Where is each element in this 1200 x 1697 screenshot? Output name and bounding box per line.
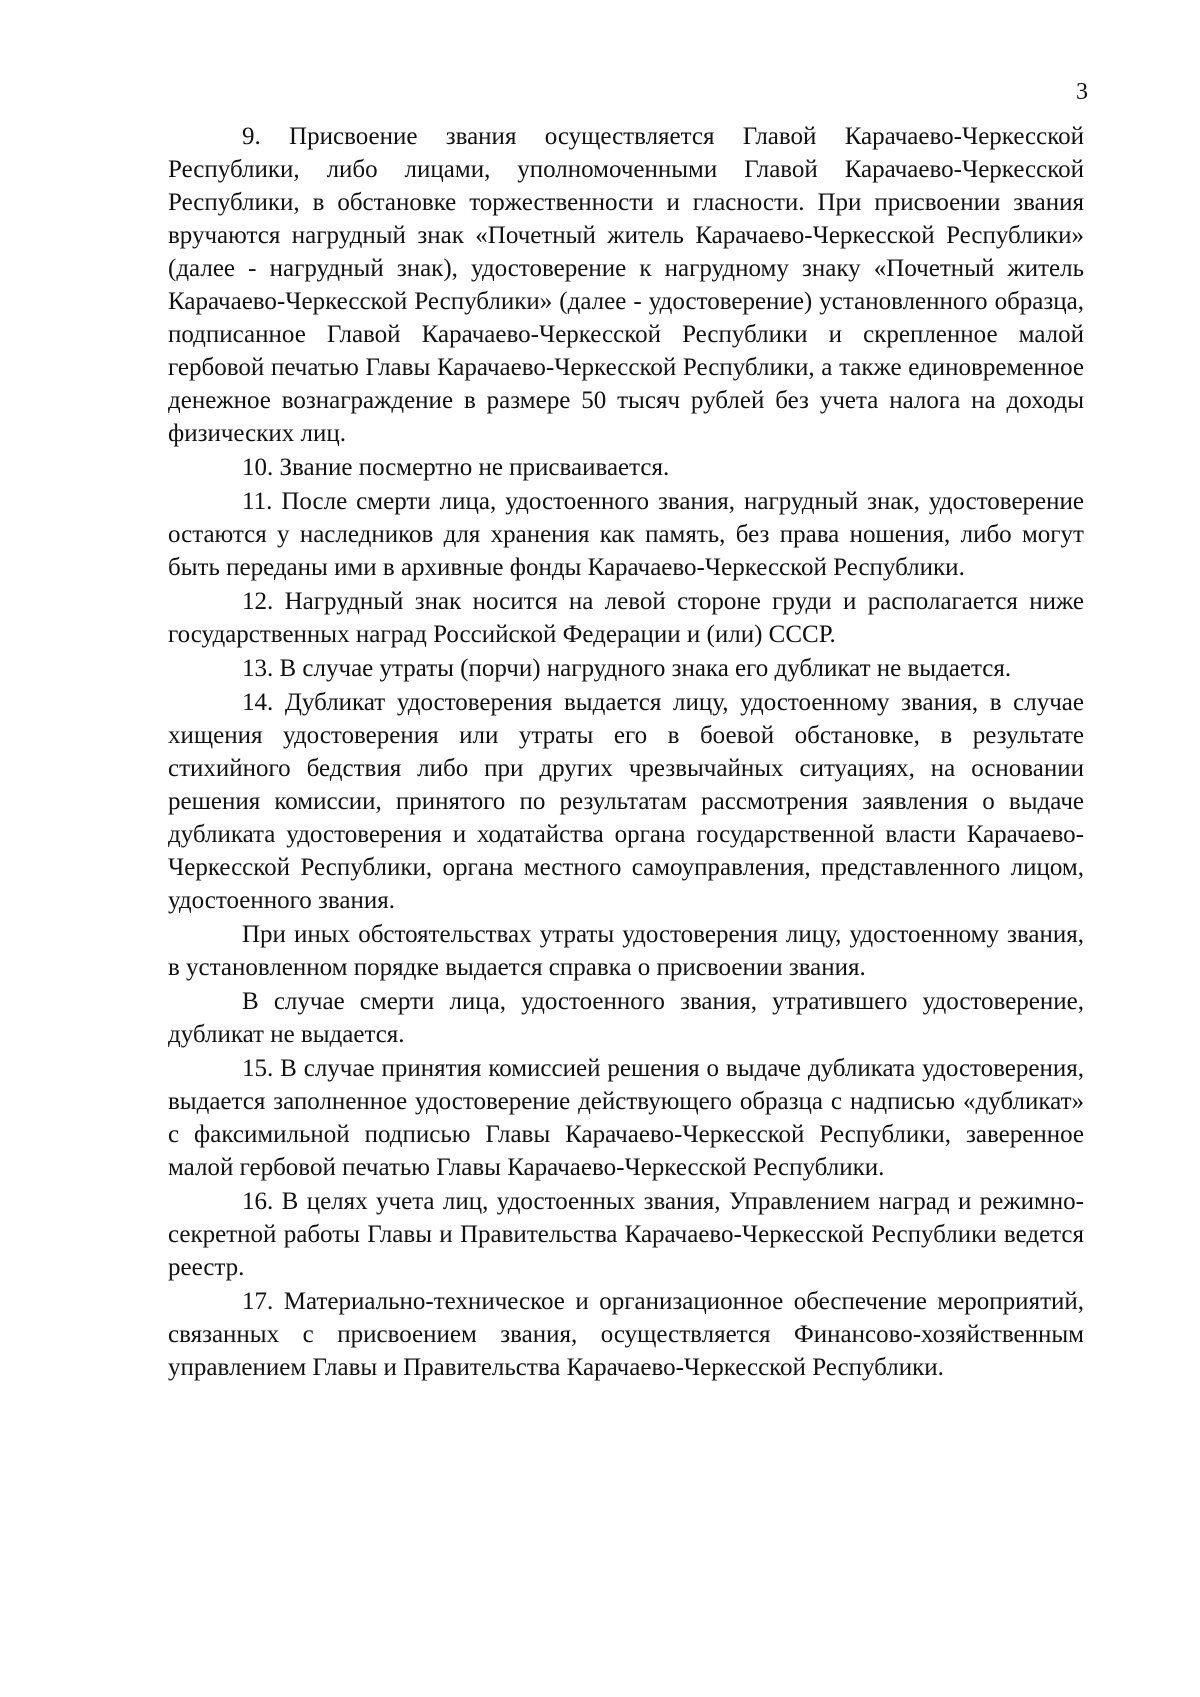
paragraph-12: 12. Нагрудный знак носится на левой стороне груди и располагается ниже государственных наград Российской Федерации и (или) СССР. <box>168 588 1084 648</box>
paragraph-15: 15. В случае принятия комиссией решения о выдаче дубликата удостоверения, выдается заполненное удостоверение действующего образца с надписью «дубликат» с факсимильной подписью Главы Карачаево-Черкесской Республики, заверенное малой гербовой печатью Главы Карачаево-Черкесской Республики. <box>168 1055 1084 1181</box>
paragraph-10: 10. Звание посмертно не присваивается. <box>242 454 670 481</box>
paragraph-14: 14. Дубликат удостоверения выдается лицу, удостоенному звания, в случае хищения удостоверения или утраты его в боевой обстановке, в результате стихийного бедствия либо при других чрезвычайных ситуациях, на основании решения комиссии, принятого по результатам рассмотрения заявления о выдаче дубликата удостоверения и ходатайства органа государственной власти Карачаево-Черкесской Республики, органа местного самоуправления, представленного лицом, удостоенного звания. <box>168 689 1084 914</box>
paragraph-9: 9. Присвоение звания осуществляется Главой Карачаево-Черкесской Республики, либо лицами, уполномоченными Главой Карачаево-Черкесской Республики, в обстановке торжественности и гласности. При присвоении звания вручаются нагрудный знак «Почетный житель Карачаево-Черкесской Республики» (далее - нагрудный знак), удостоверение к нагрудному знаку «Почетный житель Карачаево-Черкесской Республики» (далее - удостоверение) установленного образца, подписанное Главой Карачаево-Черкесской Республики и скрепленное малой гербовой печатью Главы Карачаево-Черкесской Республики, а также единовременное денежное вознаграждение в размере 50 тысяч рублей без учета налога на доходы физических лиц. <box>168 123 1084 447</box>
paragraph-11: 11. После смерти лица, удостоенного звания, нагрудный знак, удостоверение остаются у наследников для хранения как память, без права ношения, либо могут быть переданы ими в архивные фонды Карачаево-Черкесской Республики. <box>168 488 1084 581</box>
paragraph-13: 13. В случае утраты (порчи) нагрудного знака его дубликат не выдается. <box>242 655 1012 682</box>
paragraph-14-other-circumstances: При иных обстоятельствах утраты удостоверения лицу, удостоенному звания, в установленном порядке выдается справка о присвоении звания. <box>168 921 1084 981</box>
paragraph-17: 17. Материально-техническое и организационное обеспечение мероприятий, связанных с присвоением звания, осуществляется Финансово-хозяйственным управлением Главы и Правительства Карачаево-Черкесской Республики. <box>168 1288 1084 1381</box>
page-number: 3 <box>1076 79 1088 105</box>
paragraph-14-death-case: В случае смерти лица, удостоенного звания, утратившего удостоверение, дубликат не выдается. <box>168 988 1084 1048</box>
paragraph-16: 16. В целях учета лиц, удостоенных звания, Управлением наград и режимно-секретной работы Главы и Правительства Карачаево-Черкесской Республики ведется реестр. <box>168 1188 1084 1281</box>
document-body <box>168 120 1084 1385</box>
